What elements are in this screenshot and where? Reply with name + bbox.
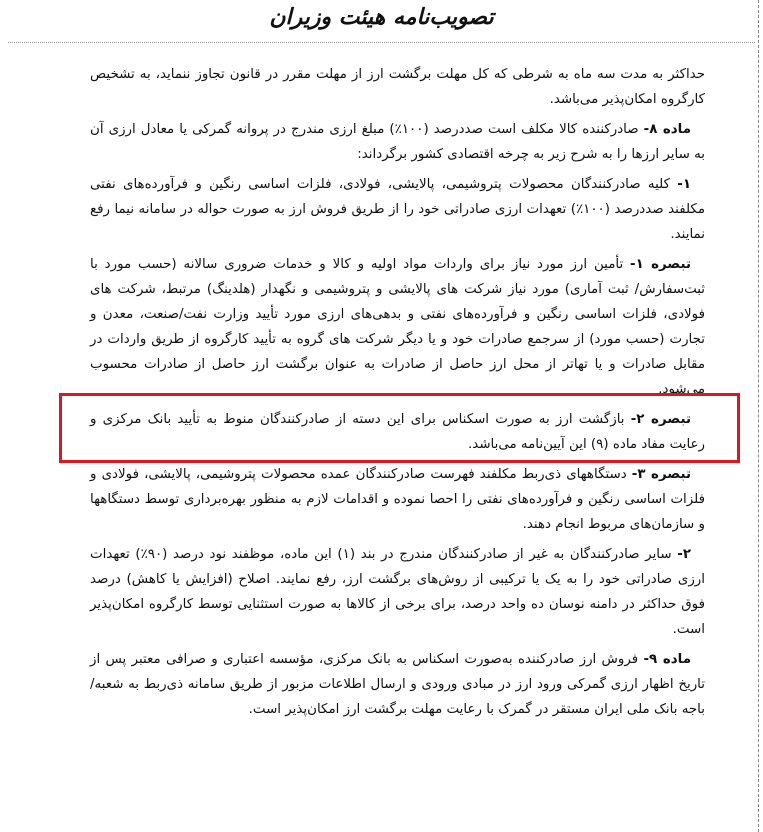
article-9-title: ماده ۹- <box>643 652 691 667</box>
note-3-title: تبصره ۳- <box>631 467 691 482</box>
note-1 <box>90 252 705 402</box>
paragraph-continuation <box>90 62 705 112</box>
clause-1-text: کلیه صادرکنندگان محصولات پتروشیمی، پالایشی، فولادی، فلزات اساسی رنگین و فرآورده‌های نفتی مکلفند صددرصد (۱۰۰٪) تعهدات ارزی صادراتی خود را از طریق فروش ارز به صورت حواله در سامانه نیما رفع نمایند. <box>90 177 705 242</box>
article-9-text: فروش ارز صادرکننده به‌صورت اسکناس به بانک مرکزی، مؤسسه اعتباری و صرافی معتبر پس از تاریخ اظهار ارزی گمرکی ورود ارز در مبادی ورودی و ارسال اطلاعات مزبور از طریق سامانه ذی‌ربط به شعبه/باجه بانک ملی ایران مستقر در گمرک با رعایت مهلت برگشت ارز امکان‌پذیر است. <box>90 652 705 717</box>
article-8 <box>90 117 705 167</box>
clause-2-text: سایر صادرکنندگان به غیر از صادرکنندگان مندرج در بند (۱) این ماده، موظفند نود درصد (۹۰٪) تعهدات ارزی صادراتی خود را به یک یا ترکیبی از روش‌های برگشت ارز، رفع نمایند. اصلاح (افزایش یا کاهش) درصد فوق حداکثر در دامنه نوسان ده واحد درصد، برای برخی از کالاها به صورت استثنایی توسط کارگروه امکان‌پذیر است. <box>90 547 705 637</box>
clause-2-title: ۲- <box>677 547 691 562</box>
clause-1-title: ۱- <box>677 177 691 192</box>
note-1-title: تبصره ۱- <box>630 257 691 272</box>
header-divider <box>8 42 755 43</box>
note-1-text: تأمین ارز مورد نیاز برای واردات مواد اولیه و کالا و خدمات ضروری سالانه (حسب مورد با ثبت‌سفارش/ ثبت آماری) مورد نیاز شرکت های پالایشی و پتروشیمی و نگهدار (هلدینگ) مرتبط، شرکت های فولادی، فلزات اساسی رنگین و فرآورده‌های نفتی و بدهی‌های ارزی مورد تأیید وزارت نفت/صنعت، معدن و تجارت (حسب مورد) از سرجمع صادرات خود و یا دیگر شرکت های گروه به تأیید کارگروه از طریق واردات در مقابل صادرات و یا تهاتر از محل ارز حاصل از صادرات به عنوان برگشت ارز حاصل از صادرات محسوب می‌شود. <box>90 257 705 397</box>
clause-2 <box>90 542 705 642</box>
note-2-title: تبصره ۲- <box>630 412 691 427</box>
page-header-title: تصویب‌نامه هیئت وزیران <box>269 4 494 30</box>
note-3-text: دستگاههای ذی‌ربط مکلفند فهرست صادرکنندگان عمده محصولات پتروشیمی، پالایشی، فولادی و فلزات اساسی رنگین و فرآورده‌های نفتی را احصا نموده و اقدامات لازم به منظور بهره‌برداری توسط دستگاهها و سازمان‌های مربوط انجام دهند. <box>90 467 705 532</box>
page-edge-border <box>757 0 759 832</box>
article-8-text: صادرکننده کالا مکلف است صددرصد (۱۰۰٪) مبلغ ارزی مندرج در پروانه گمرکی یا معادل ارزی آن به سایر ارزها را به شرح زیر به چرخه اقتصادی کشور برگرداند: <box>90 122 705 162</box>
note-2-text: بازگشت ارز به صورت اسکناس برای این دسته از صادرکنندگان منوط به تأیید بانک مرکزی و رعایت مفاد ماده (۹) این آیین‌نامه می‌باشد. <box>90 412 705 452</box>
highlight-box <box>59 393 740 463</box>
paragraph-text: حداکثر به مدت سه ماه به شرطی که کل مهلت برگشت ارز از مهلت مقرر در قانون تجاوز ننماید، به تشخیص کارگروه امکان‌پذیر می‌باشد. <box>90 67 705 107</box>
note-3 <box>90 462 705 537</box>
clause-1 <box>90 172 705 247</box>
article-8-title: ماده ۸- <box>643 122 691 137</box>
article-9 <box>90 647 705 722</box>
